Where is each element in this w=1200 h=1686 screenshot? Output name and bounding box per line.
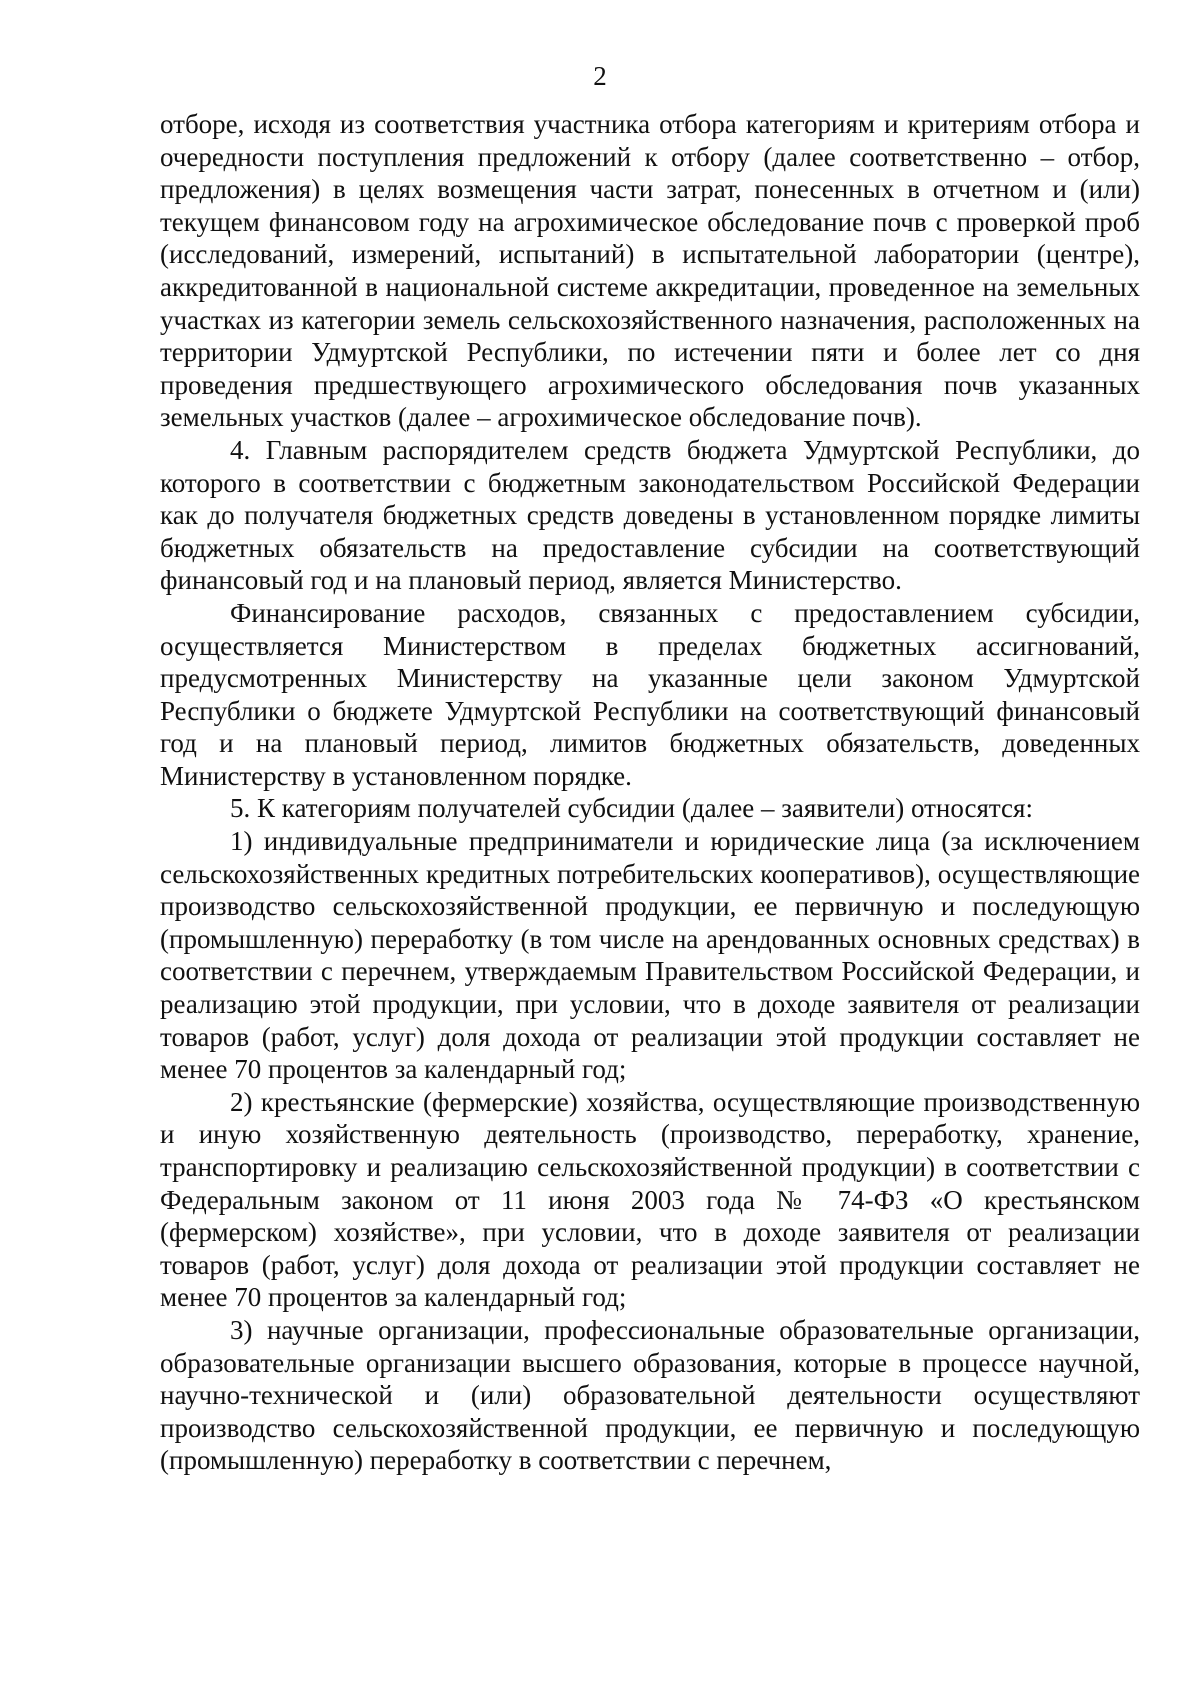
paragraph-continuation: отборе, исходя из соответствия участника отбора категориям и критериям отбора и очередности поступления предложений к отбору (далее соответственно – отбор, предложения) в целях возмещения части затрат, понесенных в отчетном и (или) текущем финансовом году на агрохимическое обследование почв с проверкой проб (исследований, измерений, испытаний) в испытательной лаборатории (центре), аккредитованной в национальной системе аккредитации, проведенное на земельных участках из категории земель сельскохозяйственного назначения, расположенных на территории Удмуртской Республики, по истечении пяти и более лет со дня проведения предшествующего агрохимического обследования почв указанных земельных участков (далее – агрохимическое обследование почв).	[160, 109, 1140, 433]
paragraph-item-3: 3) научные организации, профессиональные образовательные организации, образовательные организации высшего образования, которые в процессе научной, научно-технической и (или) образовательной деятельности осуществляют производство сельскохозяйственной продукции, ее первичную и последующую (промышленную) переработку в соответствии с перечнем,	[160, 1314, 1140, 1476]
paragraph-clause-5: 5. К категориям получателей субсидии (далее – заявители) относятся:	[230, 793, 1033, 824]
paragraph-financing: Финансирование расходов, связанных с предоставлением субсидии, осуществляется Министерством в пределах бюджетных ассигнований, предусмотренных Министерству на указанные цели законом Удмуртской Республики о бюджете Удмуртской Республики на соответствующий финансовый год и на плановый период, лимитов бюджетных обязательств, доведенных Министерству в установленном порядке.	[160, 597, 1140, 791]
paragraph-clause-4: 4. Главным распорядителем средств бюджета Удмуртской Республики, до которого в соответствии с бюджетным законодательством Российской Федерации как до получателя бюджетных средств доведены в установленном порядке лимиты бюджетных обязательств на предоставление субсидии на соответствующий финансовый год и на плановый период, является Министерство.	[160, 434, 1140, 596]
paragraph-item-2: 2) крестьянские (фермерские) хозяйства, осуществляющие производственную и иную хозяйственную деятельность (производство, переработку, хранение, транспортировку и реализацию сельскохозяйственной продукции) в соответствии с Федеральным законом от 11 июня 2003 года № 74-ФЗ «О крестьянском (фермерском) хозяйстве», при условии, что в доходе заявителя от реализации товаров (работ, услуг) доля дохода от реализации этой продукции составляет не менее 70 процентов за календарный год;	[160, 1086, 1140, 1313]
page-number: 2	[593, 61, 607, 91]
paragraph-item-1: 1) индивидуальные предприниматели и юридические лица (за исключением сельскохозяйственных кредитных потребительских кооперативов), осуществляющие производство сельскохозяйственной продукции, ее первичную и последующую (промышленную) переработку (в том числе на арендованных основных средствах) в соответствии с перечнем, утверждаемым Правительством Российской Федерации, и реализацию этой продукции, при условии, что в доходе заявителя от реализации товаров (работ, услуг) доля дохода от реализации этой продукции составляет не менее 70 процентов за календарный год;	[160, 826, 1140, 1085]
document-body	[160, 108, 1140, 1477]
